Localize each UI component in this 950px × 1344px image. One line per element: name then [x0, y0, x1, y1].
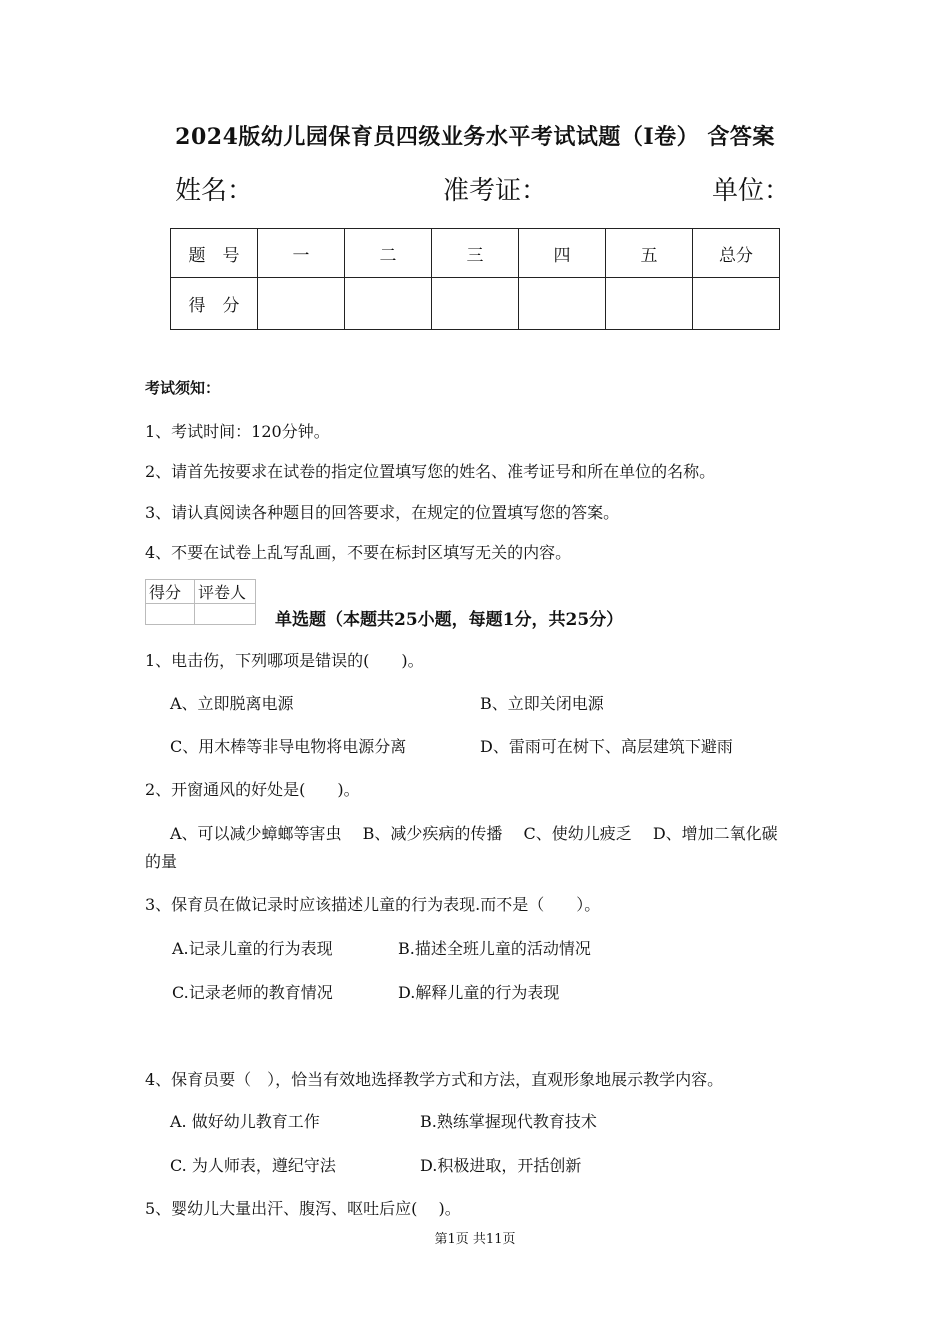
- score-entry-cell[interactable]: [693, 278, 780, 330]
- score-table-cell: 得 分: [171, 278, 258, 330]
- question-options-line: A、可以减少蟑螂等害虫 B、减少疾病的传播 C、使幼儿疲乏 D、增加二氧化碳: [170, 824, 778, 843]
- score-entry-cell[interactable]: [519, 278, 606, 330]
- question-option: B.描述全班儿童的活动情况: [398, 939, 591, 958]
- score-entry-cell[interactable]: [345, 278, 432, 330]
- section-title: 单选题（本题共25小题，每题1分，共25分）: [275, 610, 624, 630]
- score-table-cell: 四: [519, 229, 606, 278]
- question-stem: 5、婴幼儿大量出汗、腹泻、呕吐后应( )。: [145, 1199, 461, 1218]
- score-table: [170, 228, 780, 330]
- question-option: D、雷雨可在树下、高层建筑下避雨: [480, 737, 733, 756]
- page-title: 2024版幼儿园保育员四级业务水平考试试题（I卷） 含答案: [175, 124, 775, 150]
- grader-box: [145, 579, 256, 625]
- score-table-cell: 三: [432, 229, 519, 278]
- score-table-cell: 总分: [693, 229, 780, 278]
- grader-score-cell[interactable]: [146, 604, 195, 625]
- score-entry-cell[interactable]: [258, 278, 345, 330]
- question-stem: 3、保育员在做记录时应该描述儿童的行为表现.而不是（ ）。: [145, 895, 601, 914]
- score-table-header-row: [171, 229, 780, 278]
- question-options-line: 的量: [145, 852, 178, 871]
- question-option: A. 做好幼儿教育工作: [170, 1112, 320, 1131]
- grader-score-label: 得分: [146, 580, 195, 604]
- question-stem: 2、开窗通风的好处是( )。: [145, 780, 360, 799]
- question-option: B、立即关闭电源: [480, 694, 604, 713]
- question-option: C. 为人师表，遵纪守法: [170, 1156, 336, 1175]
- question-option: D.积极进取，开括创新: [420, 1156, 582, 1175]
- page-number: 第1页 共11页: [434, 1232, 516, 1247]
- grader-reviewer-label: 评卷人: [195, 580, 256, 604]
- notes-item: 4、不要在试卷上乱写乱画，不要在标封区填写无关的内容。: [145, 543, 572, 562]
- score-table-cell: 题 号: [171, 229, 258, 278]
- notes-item: 2、请首先按要求在试卷的指定位置填写您的姓名、准考证号和所在单位的名称。: [145, 462, 716, 481]
- score-table-score-row: [171, 278, 780, 330]
- grader-reviewer-cell[interactable]: [195, 604, 256, 625]
- question-option: A.记录儿童的行为表现: [172, 939, 333, 958]
- notes-title: 考试须知：: [145, 379, 221, 397]
- question-option: C、用木棒等非导电物将电源分离: [170, 737, 407, 756]
- score-table-cell: 一: [258, 229, 345, 278]
- question-option: B.熟练掌握现代教育技术: [420, 1112, 597, 1131]
- question-stem: 4、保育员要（ ），恰当有效地选择教学方式和方法，直观形象地展示教学内容。: [145, 1070, 724, 1089]
- question-stem: 1、电击伤，下列哪项是错误的( )。: [145, 651, 424, 670]
- question-option: A、立即脱离电源: [170, 694, 294, 713]
- score-entry-cell[interactable]: [432, 278, 519, 330]
- question-option: C.记录老师的教育情况: [172, 983, 333, 1002]
- name-label: 姓名：: [175, 176, 254, 206]
- question-option: D.解释儿童的行为表现: [398, 983, 560, 1002]
- unit-label: 单位：: [712, 176, 791, 206]
- exam-id-label: 准考证：: [443, 176, 548, 206]
- score-entry-cell[interactable]: [606, 278, 693, 330]
- score-table-cell: 五: [606, 229, 693, 278]
- notes-item: 1、考试时间：120分钟。: [145, 422, 330, 441]
- notes-item: 3、请认真阅读各种题目的回答要求，在规定的位置填写您的答案。: [145, 503, 620, 522]
- score-table-cell: 二: [345, 229, 432, 278]
